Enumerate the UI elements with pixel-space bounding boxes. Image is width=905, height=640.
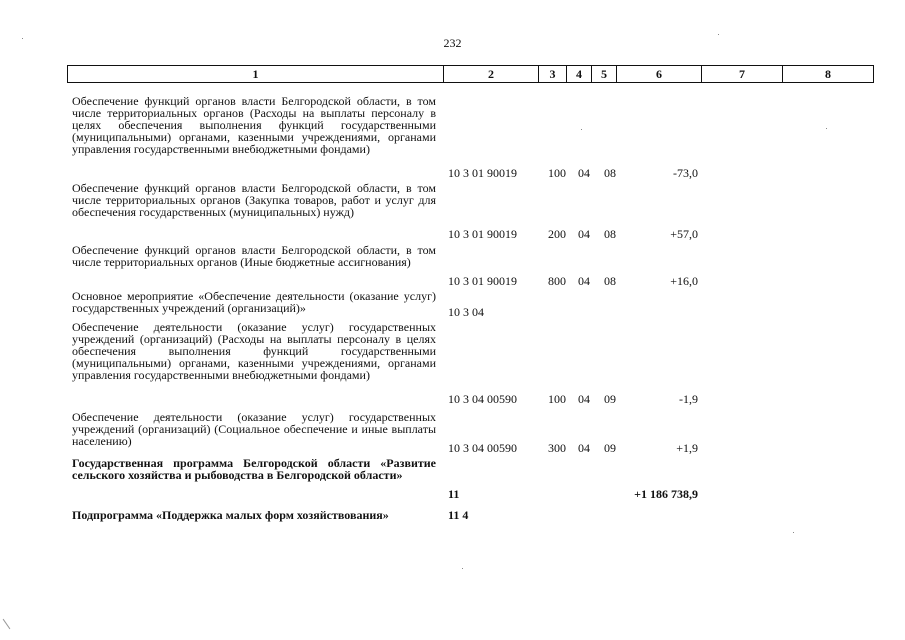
- row-amount: +16,0: [670, 274, 698, 288]
- row-subsection: 08: [604, 227, 616, 241]
- row-amount: +57,0: [670, 227, 698, 241]
- column-header-2: 2: [444, 66, 539, 83]
- row-subsection: 08: [604, 274, 616, 288]
- row-amount: -73,0: [673, 166, 698, 180]
- row-description: Обеспечение деятельности (оказание услуг) государственных учреждений (организаций) (Расходы на выплаты персоналу в целях обеспечения выполнения функций государственными (муниципальными) органами, казенными учреждениями, органами управления государственными внебюджетными фондами): [72, 320, 436, 382]
- page-number: 232: [443, 36, 462, 50]
- row-code: 10 3 01 90019: [448, 166, 517, 180]
- column-header-1: 1: [68, 66, 444, 83]
- row-description: Обеспечение деятельности (оказание услуг) государственных учреждений (организаций) (Социальное обеспечение и иные выплаты населению): [72, 410, 436, 448]
- row-subsection: 09: [604, 441, 616, 455]
- row-description: Обеспечение функций органов власти Белгородской области, в том числе территориальных органов (Иные бюджетные ассигнования): [72, 243, 436, 269]
- scan-speck: [22, 38, 23, 39]
- column-header-6: 6: [617, 66, 702, 83]
- row-section: 04: [578, 441, 590, 455]
- row-subsection: 09: [604, 392, 616, 406]
- row-section: 04: [578, 392, 590, 406]
- scan-speck: [462, 568, 463, 569]
- row-amount: -1,9: [679, 392, 698, 406]
- row-code: 10 3 04 00590: [448, 441, 517, 455]
- row-code: 10 3 01 90019: [448, 274, 517, 288]
- row-section: 04: [578, 227, 590, 241]
- scan-speck: [581, 129, 582, 130]
- column-header-3: 3: [539, 66, 567, 83]
- column-header-8: 8: [783, 66, 874, 83]
- column-header-7: 7: [702, 66, 783, 83]
- row-description: Государственная программа Белгородской области «Развитие сельского хозяйства и рыбоводства в Белгородской области»: [72, 456, 436, 482]
- scan-speck: [718, 34, 719, 35]
- row-section: 04: [578, 166, 590, 180]
- row-code: 10 3 04: [448, 305, 484, 319]
- row-description: Обеспечение функций органов власти Белгородской области, в том числе территориальных органов (Закупка товаров, работ и услуг для обеспечения государственных (муниципальных) нужд): [72, 181, 436, 219]
- column-header-table: [67, 65, 874, 83]
- row-amount: +1 186 738,9: [634, 487, 698, 501]
- scan-speck: [793, 532, 794, 533]
- row-code: 10 3 04 00590: [448, 392, 517, 406]
- row-expense-type: 800: [548, 274, 566, 288]
- column-header-5: 5: [592, 66, 617, 83]
- row-code: 10 3 01 90019: [448, 227, 517, 241]
- row-expense-type: 100: [548, 392, 566, 406]
- row-code: 11 4: [448, 508, 469, 522]
- row-code: 11: [448, 487, 460, 501]
- scan-speck: [826, 128, 827, 129]
- column-header-row: [68, 66, 874, 83]
- scan-mark: [3, 619, 11, 629]
- row-description: Подпрограмма «Поддержка малых форм хозяйствования»: [72, 508, 389, 522]
- row-expense-type: 100: [548, 166, 566, 180]
- row-description: Основное мероприятие «Обеспечение деятельности (оказание услуг) государственных учреждений (организаций)»: [72, 289, 436, 315]
- row-amount: +1,9: [676, 441, 698, 455]
- row-expense-type: 200: [548, 227, 566, 241]
- row-section: 04: [578, 274, 590, 288]
- column-header-4: 4: [567, 66, 592, 83]
- row-subsection: 08: [604, 166, 616, 180]
- row-description: Обеспечение функций органов власти Белгородской области, в том числе территориальных органов (Расходы на выплаты персоналу в целях обеспечения выполнения функций государственными (муниципальными) органами, казенными учреждениями, органами управления государственными внебюджетными фондами): [72, 94, 436, 156]
- row-expense-type: 300: [548, 441, 566, 455]
